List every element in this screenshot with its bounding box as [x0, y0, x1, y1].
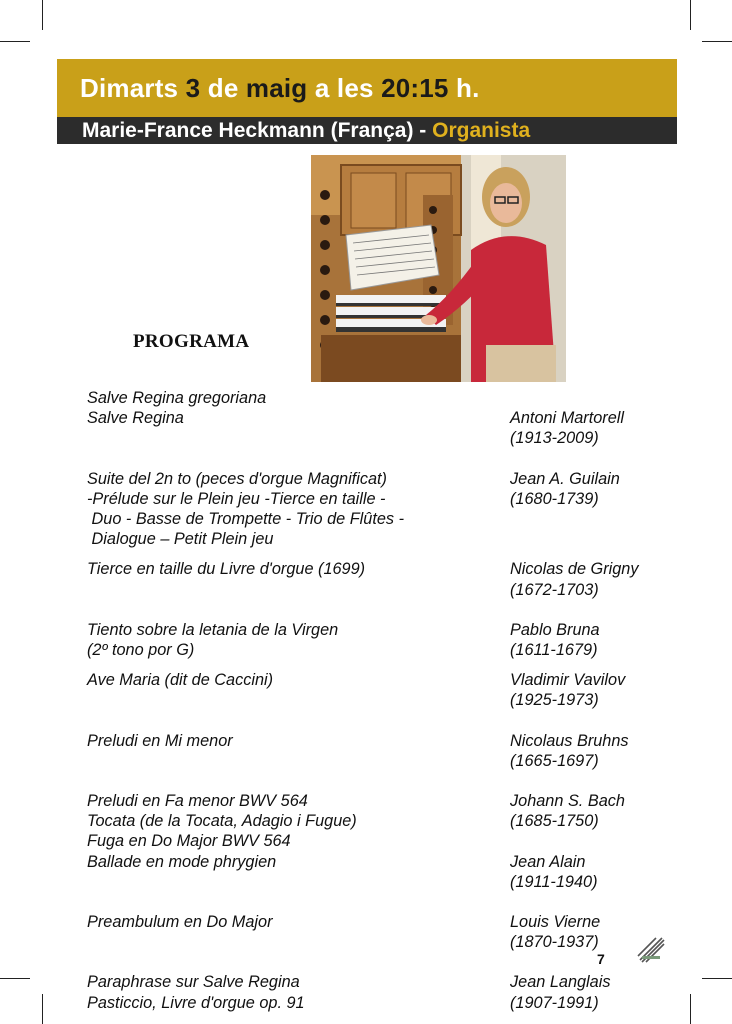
composer-name: Pablo Bruna: [510, 620, 600, 639]
piece-title-line: Duo - Basse de Trompette - Trio de Flûtes -: [87, 509, 404, 528]
title-part: a les: [307, 73, 382, 103]
performer-name: Marie-France Heckmann (França) -: [82, 119, 433, 142]
composer-dates: (1911-1940): [510, 872, 598, 891]
piece-title: [87, 670, 507, 690]
composer: [510, 670, 710, 710]
performer-role: Organista: [432, 119, 531, 142]
piece-title-line: Dialogue – Petit Plein jeu: [87, 530, 274, 549]
composer-dates: (1870-1937): [510, 933, 599, 952]
piece-title-line: Tiento sobre la letania de la Virgen: [87, 620, 339, 639]
tree-logo-icon: [636, 934, 666, 964]
program-heading: PROGRAMA: [133, 331, 250, 352]
composer-dates: (1680-1739): [510, 489, 599, 508]
piece-title: [87, 469, 507, 550]
piece-title-line: Suite del 2n to (peces d'orgue Magnificat): [87, 469, 387, 488]
piece-title-line: Tocata (de la Tocata, Adagio i Fugue): [87, 812, 357, 831]
title-part: de: [200, 73, 246, 103]
composer: [510, 559, 710, 599]
composer: [510, 912, 710, 952]
composer-name: Jean Alain: [510, 852, 586, 871]
performer-line: [82, 119, 530, 143]
piece-title-line: Paraphrase sur Salve Regina: [87, 973, 300, 992]
piece-title-line: Fuga en Do Major BWV 564: [87, 832, 291, 851]
piece-title: [87, 912, 507, 932]
composer: [510, 731, 710, 771]
piece-title: [87, 731, 507, 751]
piece-title: [87, 559, 507, 579]
composer-name: Antoni Martorell: [510, 409, 625, 428]
piece-title-line: Pasticcio, Livre d'orgue op. 91: [87, 993, 305, 1012]
piece-title-line: Preludi en Mi menor: [87, 731, 233, 750]
piece-title: [87, 620, 507, 660]
composer-name: Jean Langlais: [510, 973, 611, 992]
piece-title-line: Ave Maria (dit de Caccini): [87, 671, 274, 690]
piece-title-line: Ballade en mode phrygien: [87, 852, 277, 871]
piece-title-line: Preambulum en Do Major: [87, 913, 273, 931]
date-banner: [57, 59, 677, 117]
composer-dates: (1611-1679): [510, 640, 598, 659]
crop-mark: [702, 41, 732, 42]
title-part: maig: [245, 73, 308, 103]
piece-title-line: Salve Regina gregoriana: [87, 389, 267, 407]
composer-name: Nicolas de Grigny: [510, 560, 639, 579]
composer: [510, 852, 710, 892]
piece-title: [87, 972, 507, 1012]
crop-mark: [0, 978, 30, 979]
composer: [510, 620, 710, 660]
composer-name: Johann S. Bach: [510, 792, 625, 810]
title-part: 3: [185, 73, 201, 103]
piece-title-line: (2º tono por G): [87, 640, 195, 659]
piece-title-line: Preludi en Fa menor BWV 564: [87, 792, 308, 810]
organist-at-organ-photo: [311, 155, 566, 382]
composer-dates: (1913-2009): [510, 429, 599, 448]
crop-mark: [42, 0, 43, 30]
piece-title: [87, 852, 507, 872]
composer-dates: (1907-1991): [510, 993, 599, 1012]
composer: [510, 469, 710, 509]
composer: [510, 972, 710, 1012]
composer-dates: (1685-1750): [510, 812, 599, 831]
composer-dates: (1665-1697): [510, 751, 599, 770]
composer-name: Vladimir Vavilov: [510, 671, 626, 690]
composer: [510, 791, 710, 831]
title-part: Dimarts: [80, 73, 186, 103]
piece-title-line: -Prélude sur le Plein jeu -Tierce en taille -: [87, 489, 386, 508]
composer-dates: (1925-1973): [510, 691, 599, 710]
composer-name: Jean A. Guilain: [510, 469, 620, 488]
crop-mark: [42, 994, 43, 1024]
composer: [510, 408, 710, 448]
piece-title: [87, 388, 507, 408]
title-part: h.: [448, 73, 480, 103]
composer-name: Nicolaus Bruhns: [510, 731, 629, 750]
crop-mark: [690, 0, 691, 30]
page-number: 7: [597, 951, 605, 967]
composer-dates: (1672-1703): [510, 580, 599, 599]
piece-title-line: Salve Regina: [87, 409, 184, 428]
crop-mark: [0, 41, 30, 42]
composer-name: Louis Vierne: [510, 913, 601, 931]
title-part: 20:15: [381, 73, 449, 103]
performer-bar: [57, 117, 677, 144]
piece-title: [87, 791, 507, 852]
piece-title: [87, 408, 507, 428]
concert-date-title: [80, 73, 480, 104]
piece-title-line: Tierce en taille du Livre d'orgue (1699): [87, 560, 366, 579]
